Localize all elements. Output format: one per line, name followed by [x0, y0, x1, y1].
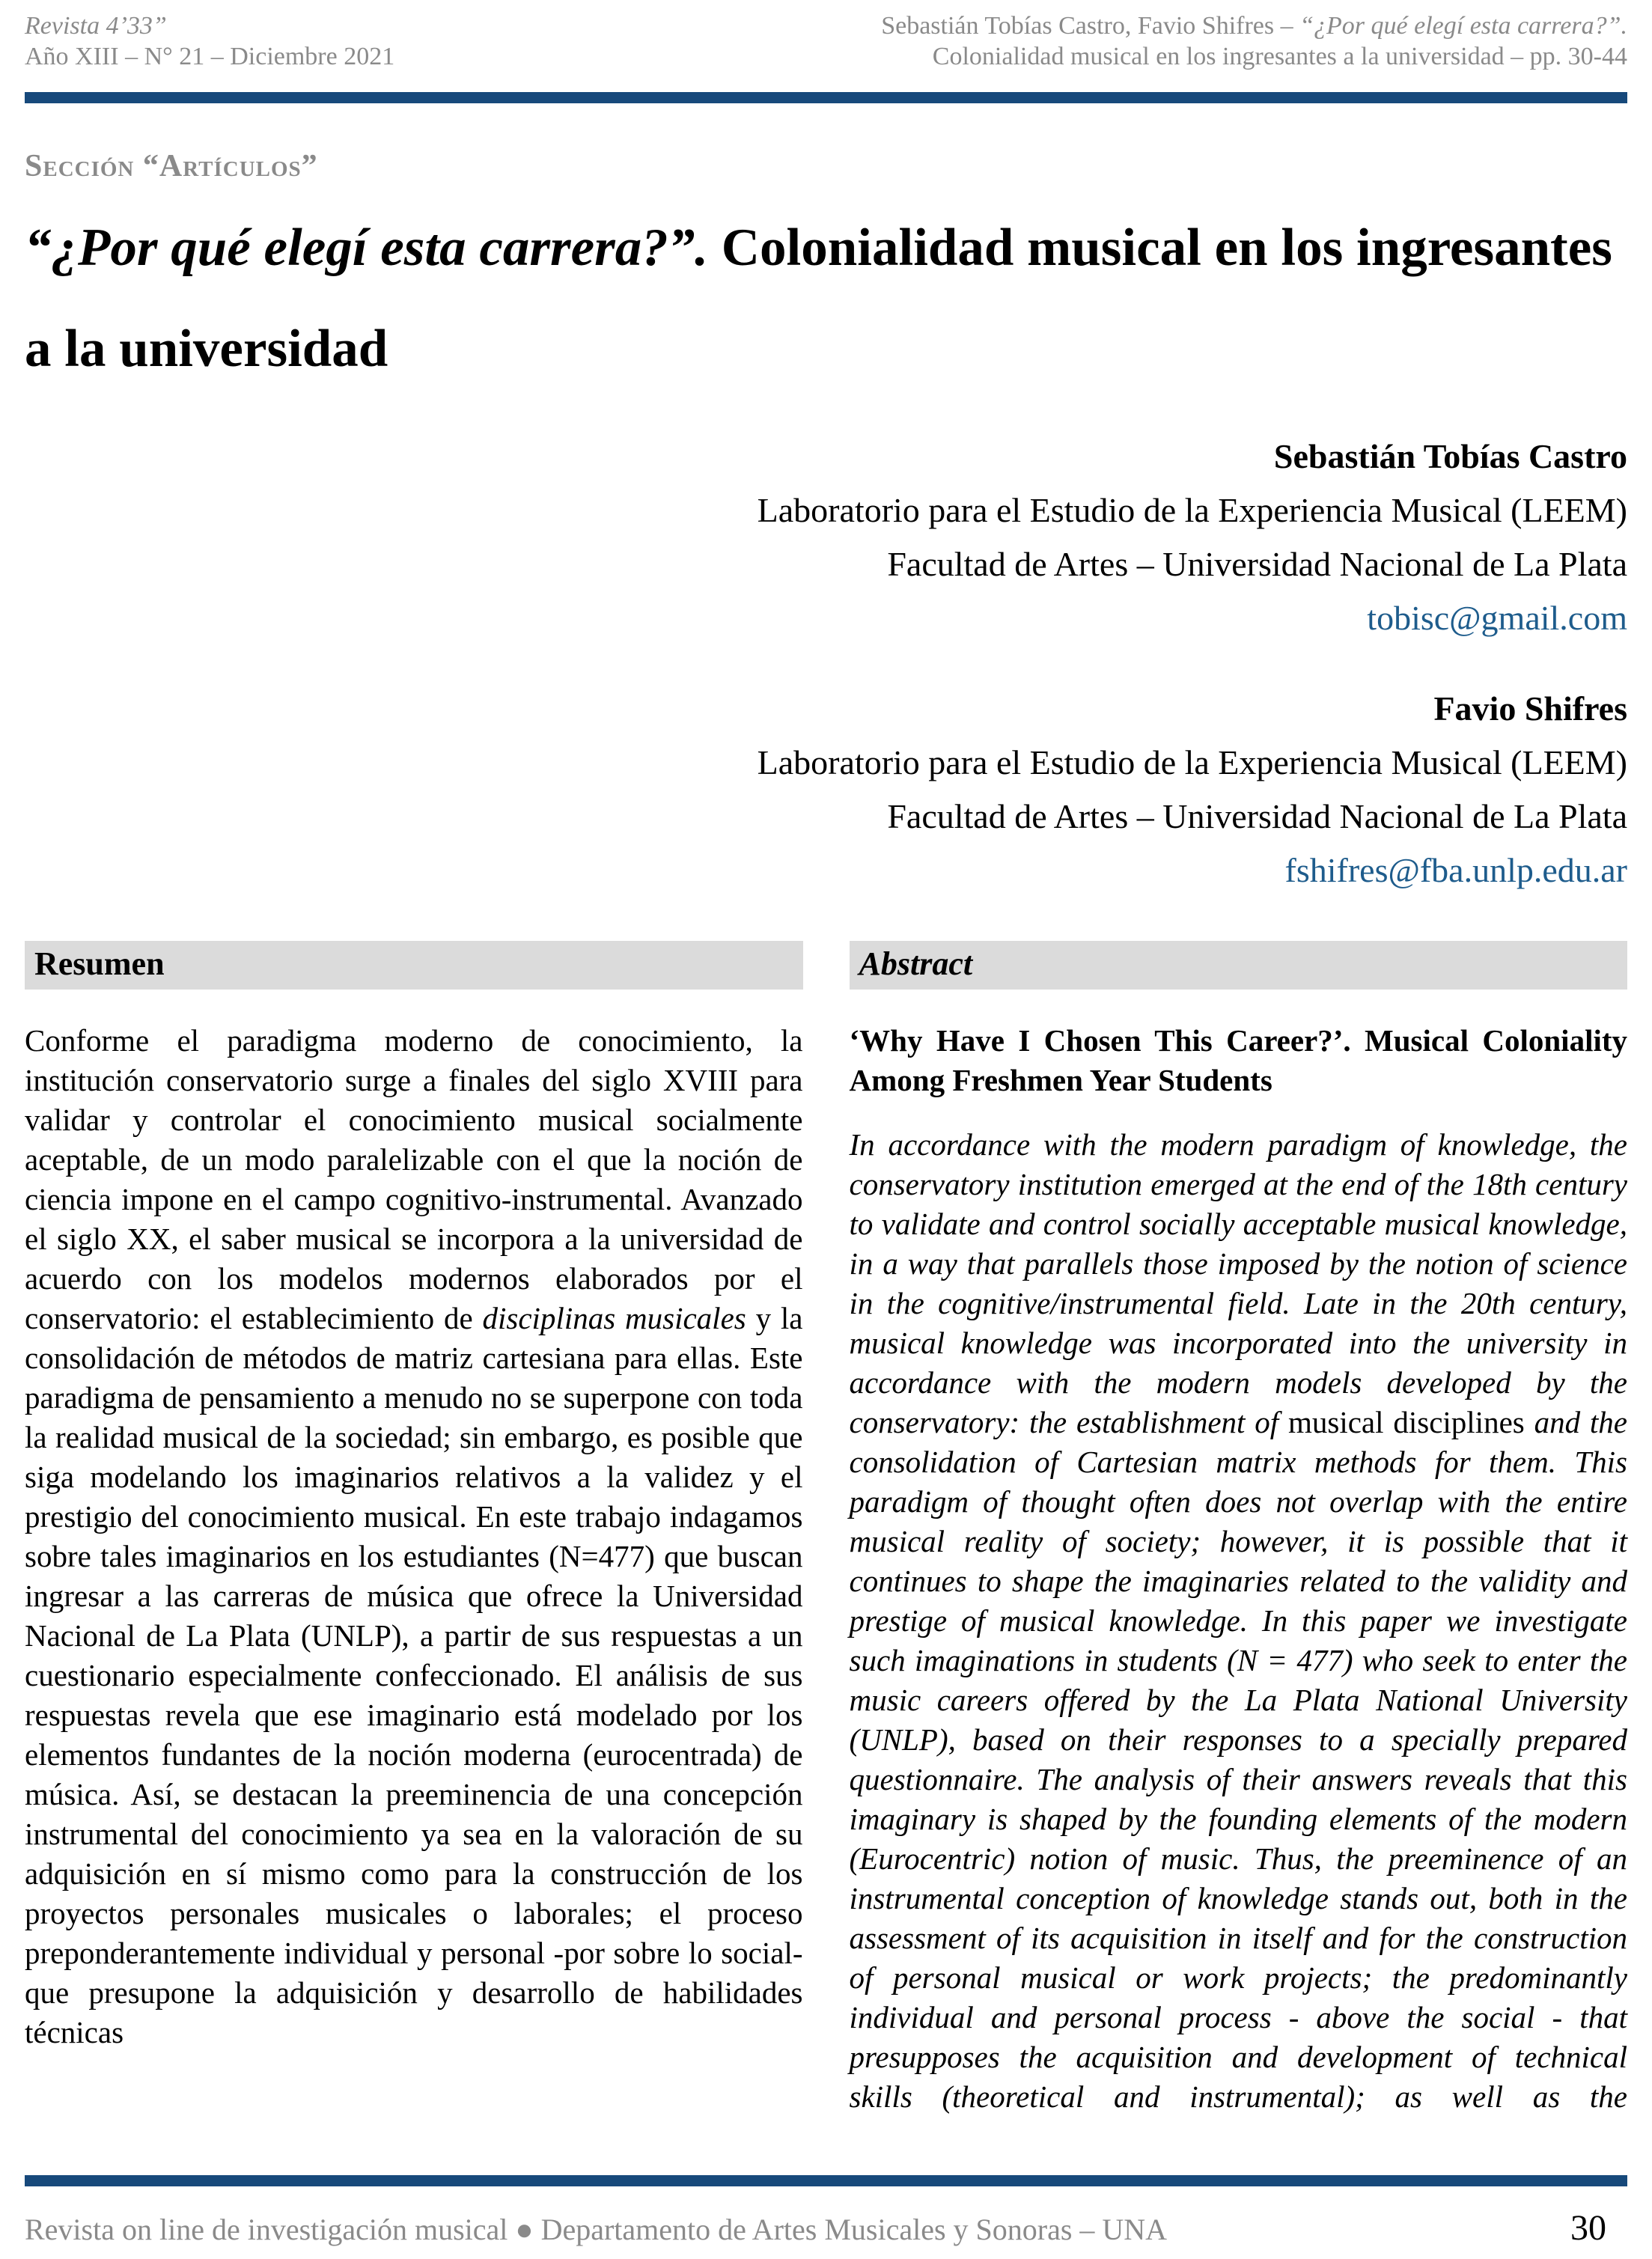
- author-affiliation-lab: Laboratorio para el Estudio de la Experiencia Musical (LEEM): [757, 743, 1627, 781]
- resumen-body-italic-term: disciplinas musicales: [482, 1301, 746, 1336]
- abstract-column: [850, 941, 1628, 2117]
- running-head-subtitle-pages: Colonialidad musical en los ingresantes a la universidad – pp. 30-44: [932, 43, 1627, 71]
- article-title-quoted-part: “¿Por qué elegí esta carrera?”.: [25, 218, 709, 277]
- abstract-body: [850, 1125, 1628, 2117]
- footer-journal-info: Revista on line de investigación musical ● Departamento de Artes Musicales y Sonoras – UNA: [25, 2213, 1168, 2246]
- author-affiliation-university: Facultad de Artes – Universidad Nacional de La Plata: [887, 545, 1627, 584]
- article-title-rest: Colonialidad musical en los ingresantes a la universidad: [25, 218, 1612, 378]
- author-block-castro: [25, 430, 1627, 646]
- author-email-row: [25, 844, 1627, 897]
- article-title: [25, 198, 1627, 400]
- abstract-subtitle: ‘Why Have I Chosen This Career?’. Musical Coloniality Among Freshmen Year Students: [849, 1023, 1627, 1098]
- abstract-heading: Abstract: [850, 941, 1628, 990]
- author-affiliation-university: Facultad de Artes – Universidad Nacional de La Plata: [887, 797, 1627, 836]
- resumen-body-part2: y la consolidación de métodos de matriz cartesiana para ellas. Este paradigma de pensamiento a menudo no se superpone con toda la realidad musical de la sociedad; sin embargo, es posible que siga modelando los imaginarios relativos a la validez y el prestigio del conocimiento musical. En este trabajo indagamos sobre tales imaginarios en los estudiantes (N=477) que buscan ingresar a las carreras de música que ofrece la Universidad Nacional de La Plata (UNLP), a partir de sus respuestas a un cuestionario especialmente confeccionado. El análisis de sus respuestas revela que ese imaginario está modelado por los elementos fundantes de la noción moderna (eurocentrada) de música. Así, se destacan la preeminencia de una concepción instrumental del conocimiento ya sea en la valoración de su adquisición en sí mismo como para la construcción de los proyectos personales musicales o laborales; el proceso preponderantemente individual y personal -por sobre lo social- que presupone la adquisición y desarrollo de habilidades técnicas: [25, 1301, 803, 2050]
- running-head-authors: Sebastián Tobías Castro, Favio Shifres –: [881, 12, 1300, 40]
- author-email-row: [25, 591, 1627, 645]
- running-header-left: [25, 10, 394, 73]
- resumen-column: [25, 941, 803, 2117]
- resumen-heading: Resumen: [25, 941, 803, 990]
- abstract-columns: [25, 941, 1627, 2117]
- author-affiliation-lab: Laboratorio para el Estudio de la Experiencia Musical (LEEM): [757, 490, 1627, 529]
- running-head-title-quote: “¿Por qué elegí esta carrera?”.: [1299, 12, 1627, 40]
- author-email-link[interactable]: fshifres@fba.unlp.edu.ar: [1284, 851, 1627, 890]
- footer-row: [25, 2207, 1627, 2249]
- author-block-shifres: [25, 682, 1627, 898]
- top-rule-divider: [25, 92, 1627, 103]
- abstract-body-part1: In accordance with the modern paradigm of knowledge, the conservatory institution emerged at the end of the 18th century to validate and control socially acceptable musical knowledge, in a way that parallels those imposed by the notion of science in the cognitive/instrumental field. Late in the 20th century, musical knowledge was incorporated into the university in accordance with the modern models developed by the conservatory: the establishment of: [849, 1127, 1627, 1440]
- resumen-body-part1: Conforme el paradigma moderno de conocimiento, la institución conservatorio surge a finales del siglo XVIII para validar y controlar el conocimiento musical socialmente aceptable, de un modo paralelizable con el que la noción de ciencia impone en el campo cognitivo-instrumental. Avanzado el siglo XX, el saber musical se incorpora a la universidad de acuerdo con los modelos modernos elaborados por el conservatorio: el establecimiento de: [25, 1023, 803, 1336]
- abstract-body-part2: and the consolidation of Cartesian matrix methods for them. This paradigm of thought often does not overlap with the entire musical reality of society; however, it is possible that it continues to shape the imaginaries related to the validity and prestige of musical knowledge. In this paper we investigate such imaginations in students (N = 477) who seek to enter the music careers offered by the La Plata National University (UNLP), based on their responses to a specially prepared questionnaire. The analysis of their answers reveals that this imaginary is shaped by the founding elements of the modern (Eurocentric) notion of music. Thus, the preeminence of an instrumental conception of knowledge stands out, both in the assessment of its acquisition in itself and for the construction of personal musical or work projects; the predominantly individual and personal process - above the social - that presupposes the acquisition and development of technical skills (theoretical and instrumental); as well as the: [849, 1405, 1627, 2115]
- section-label: Sección “Artículos”: [25, 148, 318, 183]
- running-header-right: [881, 10, 1627, 73]
- author-name: Favio Shifres: [1433, 689, 1627, 728]
- running-header: [25, 10, 1627, 73]
- abstract-body-roman-term: musical disciplines: [1288, 1405, 1525, 1440]
- issue-info: Año XIII – N° 21 – Diciembre 2021: [25, 43, 395, 71]
- authors-block: [25, 430, 1627, 898]
- author-name: Sebastián Tobías Castro: [1273, 436, 1627, 475]
- journal-name: Revista 4’33”: [25, 12, 167, 40]
- running-head-authors-title: [881, 10, 1627, 41]
- page-footer: [25, 2175, 1627, 2249]
- author-email-link[interactable]: tobisc@gmail.com: [1367, 599, 1627, 638]
- page-number: 30: [1570, 2208, 1606, 2248]
- resumen-body: [25, 1021, 803, 2052]
- footer-rule-divider: [25, 2175, 1627, 2186]
